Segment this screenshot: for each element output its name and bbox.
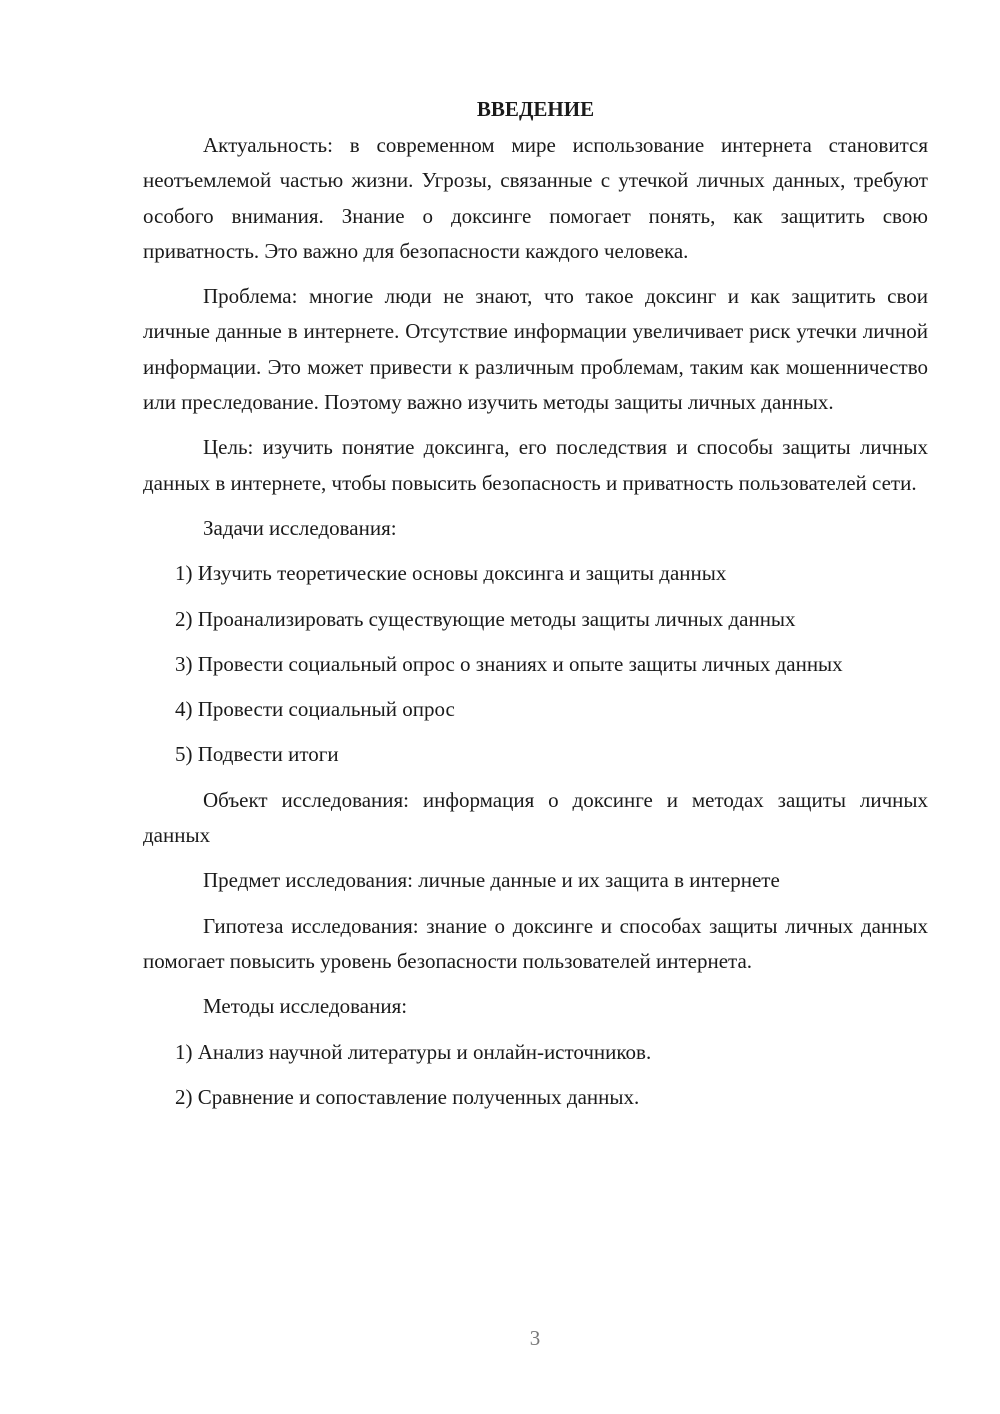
task-item-1: 1) Изучить теоретические основы доксинга и защиты данных xyxy=(175,561,727,586)
page-number: 3 xyxy=(529,1326,541,1350)
subject-paragraph: Предмет исследования: личные данные и их защита в интернете xyxy=(203,868,780,893)
problem-paragraph: Проблема: многие люди не знают, что такое доксинг и как защитить свои личные данные в интернете. Отсутствие информации увеличивает риск утечки личной информации. Это может привести к различным проблемам, таким как мошенничество или преследование. Поэтому важно изучить методы защиты личных данных. xyxy=(143,284,928,415)
task-item-2: 2) Проанализировать существующие методы защиты личных данных xyxy=(175,606,796,631)
method-item-1: 1) Анализ научной литературы и онлайн-источников. xyxy=(175,1039,652,1064)
methods-heading: Методы исследования: xyxy=(203,994,408,1019)
document-page xyxy=(143,92,928,1125)
task-item-4: 4) Провести социальный опрос xyxy=(175,697,455,722)
task-item-5: 5) Подвести итоги xyxy=(175,742,339,767)
goal-paragraph: Цель: изучить понятие доксинга, его последствия и способы защиты личных данных в интернете, чтобы повысить безопасность и приватность пользователей сети. xyxy=(143,435,928,495)
hypothesis-paragraph: Гипотеза исследования: знание о доксинге и способах защиты личных данных помогает повысить уровень безопасности пользователей интернета. xyxy=(143,913,928,973)
task-item-3: 3) Провести социальный опрос о знаниях и опыте защиты личных данных xyxy=(175,651,843,676)
relevance-paragraph: Актуальность: в современном мире использование интернета становится неотъемлемой частью жизни. Угрозы, связанные с утечкой личных данных, требуют особого внимания. Знание о доксинге помогает понять, как защитить свою приватность. Это важно для безопасности каждого человека. xyxy=(143,133,928,263)
tasks-heading: Задачи исследования: xyxy=(203,515,397,540)
method-item-2: 2) Сравнение и сопоставление полученных данных. xyxy=(175,1084,640,1109)
object-paragraph: Объект исследования: информация о доксинге и методах защиты личных данных xyxy=(143,787,928,848)
section-title: ВВЕДЕНИЕ xyxy=(476,97,595,121)
